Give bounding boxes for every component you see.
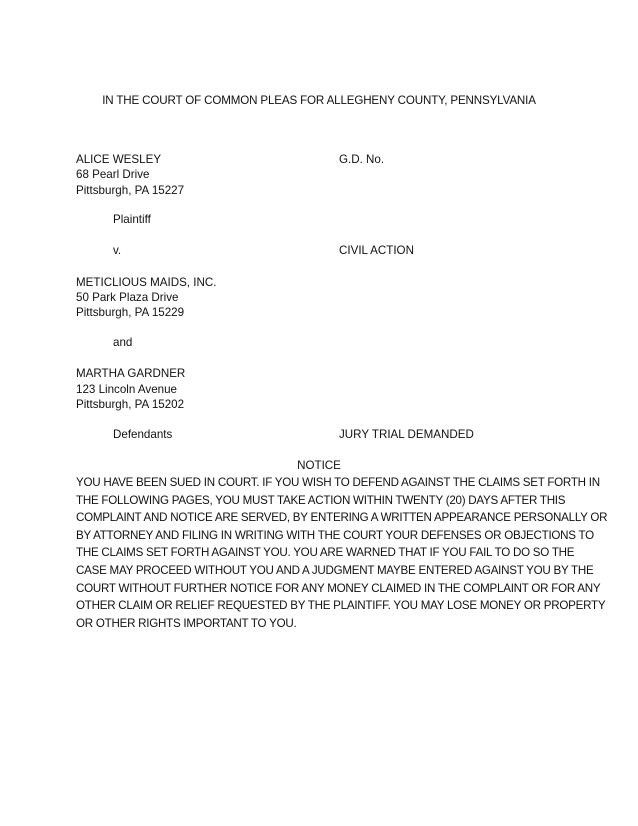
defendants-role-label: Defendants — [113, 428, 173, 441]
notice-body — [76, 474, 608, 632]
notice-line: OR OTHER RIGHTS IMPORTANT TO YOU. — [76, 616, 297, 630]
case-number-label: G.D. No. — [339, 153, 385, 166]
notice-line: COMPLAINT AND NOTICE ARE SERVED, BY ENTERING A WRITTEN APPEARANCE PERSONALLY OR — [76, 511, 608, 525]
court-title: IN THE COURT OF COMMON PLEAS FOR ALLEGHENY COUNTY, PENNSYLVANIA — [102, 94, 536, 107]
defendant2-name: MARTHA GARDNER — [76, 367, 186, 380]
conjunction-label: and — [113, 336, 133, 349]
plaintiff-address-line2: Pittsburgh, PA 15227 — [76, 184, 185, 197]
notice-line: BY ATTORNEY AND FILING IN WRITING WITH THE COURT YOUR DEFENSES OR OBJECTIONS TO — [76, 528, 594, 542]
defendant1-name: METICLIOUS MAIDS, INC. — [76, 276, 217, 289]
plaintiff-role-label: Plaintiff — [113, 213, 151, 226]
notice-title: NOTICE — [297, 459, 341, 472]
notice-line: THE FOLLOWING PAGES, YOU MUST TAKE ACTION WITHIN TWENTY (20) DAYS AFTER THIS — [76, 493, 566, 507]
jury-demand-label: JURY TRIAL DEMANDED — [339, 428, 474, 441]
notice-line: YOU HAVE BEEN SUED IN COURT. IF YOU WISH TO DEFEND AGAINST THE CLAIMS SET FORTH IN — [76, 476, 600, 489]
notice-line: OTHER CLAIM OR RELIEF REQUESTED BY THE PLAINTIFF. YOU MAY LOSE MONEY OR PROPERTY — [76, 599, 606, 613]
action-type-label: CIVIL ACTION — [339, 244, 414, 257]
defendant2-address-line1: 123 Lincoln Avenue — [76, 383, 177, 396]
plaintiff-name: ALICE WESLEY — [76, 153, 162, 166]
plaintiff-address-line1: 68 Pearl Drive — [76, 168, 150, 181]
notice-line: COURT WITHOUT FURTHER NOTICE FOR ANY MONEY CLAIMED IN THE COMPLAINT OR FOR ANY — [76, 581, 601, 595]
defendant2-address-line2: Pittsburgh, PA 15202 — [76, 398, 185, 411]
defendant1-address-line2: Pittsburgh, PA 15229 — [76, 306, 185, 319]
notice-line: CASE MAY PROCEED WITHOUT YOU AND A JUDGMENT MAYBE ENTERED AGAINST YOU BY THE — [76, 563, 594, 577]
notice-line: THE CLAIMS SET FORTH AGAINST YOU. YOU ARE WARNED THAT IF YOU FAIL TO DO SO THE — [76, 546, 575, 560]
versus-label: v. — [113, 244, 122, 257]
defendant1-address-line1: 50 Park Plaza Drive — [76, 291, 179, 304]
